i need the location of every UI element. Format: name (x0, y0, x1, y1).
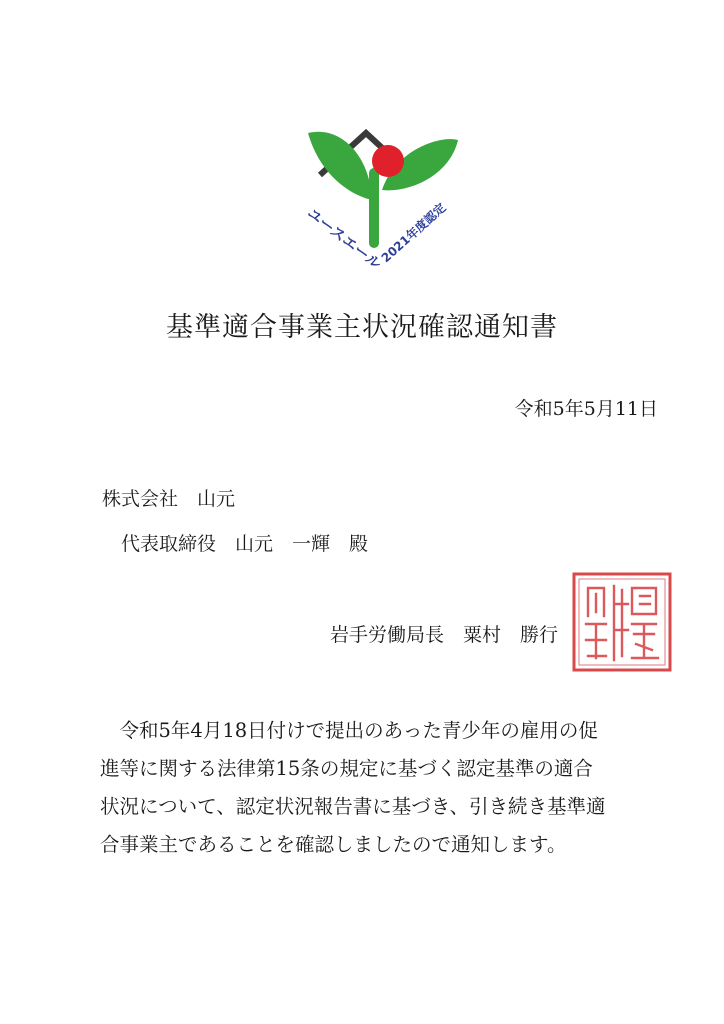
body-line: 進等に関する法律第15条の規定に基づく認定基準の適合 (100, 757, 593, 780)
recipient-company: 株式会社 山元 (102, 488, 236, 510)
youth-yell-logo-icon (300, 125, 470, 285)
body-line: 合事業主であることを確認しましたので通知します。 (100, 833, 567, 856)
document-title: 基準適合事業主状況確認通知書 (166, 312, 558, 343)
body-line: 状況について、認定状況報告書に基づき、引き続き基準適 (100, 795, 606, 818)
official-seal-icon (570, 570, 674, 674)
notice-body (100, 712, 660, 864)
body-line: 令和5年4月18日付けで提出のあった青少年の雇用の促 (100, 719, 598, 742)
youth-yell-logo (300, 125, 470, 285)
recipient-person: 代表取締役 山元 一輝 殿 (121, 533, 369, 555)
document-date: 令和5年5月11日 (514, 398, 658, 420)
sender: 岩手労働局長 粟村 勝行 (330, 624, 559, 646)
logo-badge-text: 2021年度認定 (378, 200, 449, 266)
logo-mark-text: ユースエール (303, 203, 385, 273)
official-seal (570, 570, 674, 674)
